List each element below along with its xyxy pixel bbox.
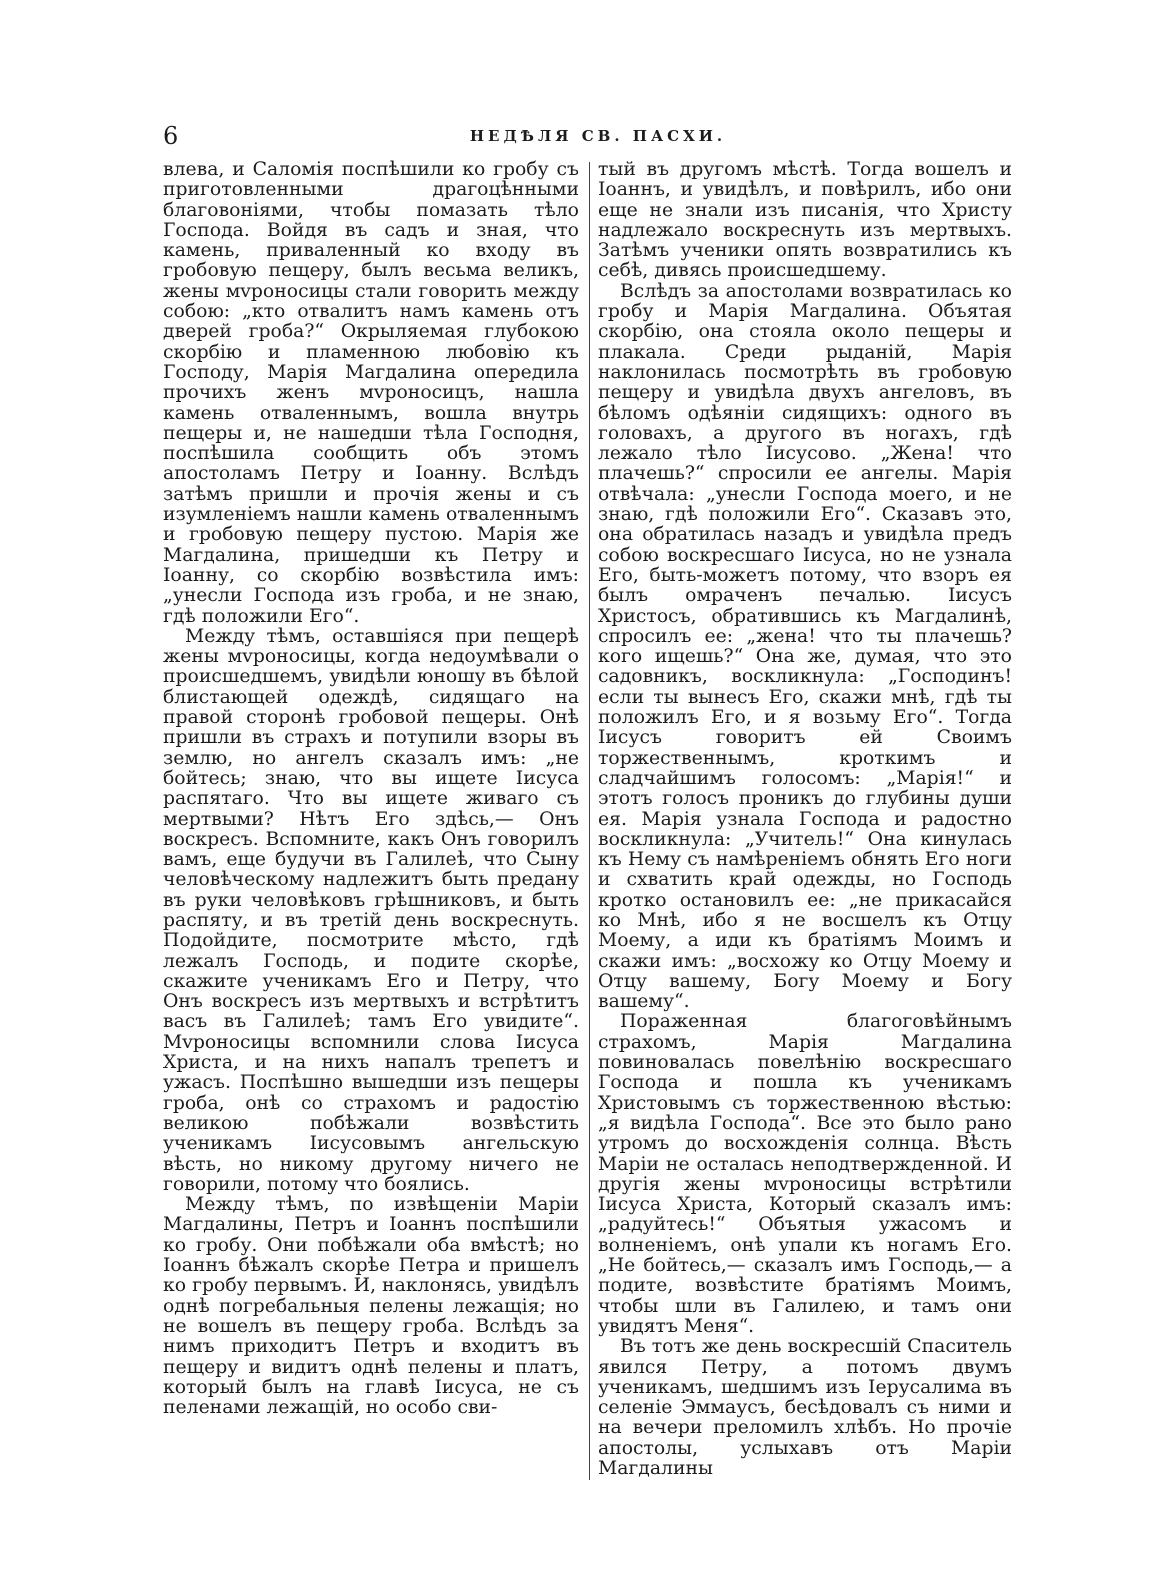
left-column xyxy=(163,160,579,1418)
page-header xyxy=(163,118,1033,154)
page-number: 6 xyxy=(163,122,179,150)
paragraph: влева, и Саломія поспѣшили ко гробу съ приготовленными драгоцѣнными благовоніями, чтобы помазать тѣло Господа. Войдя въ садъ и зная, что камень, приваленный ко входу въ гробовую пещеру, былъ весьма великъ, жены мvроносицы стали говорить между собою: „кто отвалитъ намъ камень отъ дверей гроба?“ Окрыляемая глубокою скорбію и пламенною любовію къ Господу, Марія Магдалина опередила прочихъ женъ мvроносицъ, нашла камень отваленнымъ, вошла внутрь пещеры и, не нашедши тѣла Господня, поспѣшила сообщить объ этомъ апостоламъ Петру и Іоанну. Вслѣдъ затѣмъ пришли и прочія жены и съ изумленіемъ нашли камень отваленнымъ и гробовую пещеру пустою. Марія же Магдалина, пришедши къ Петру и Іоанну, со скорбію возвѣстила имъ: „унесли Господа изъ гроба, и не знаю, гдѣ положили Его“. xyxy=(163,159,579,627)
paragraph: Пораженная благоговѣйнымъ страхомъ, Марія Магдалина повиновалась повелѣнію воскресшаго Господа и пошла къ ученикамъ Христовымъ съ торжественною вѣстью: „я видѣла Господа“. Все это было рано утромъ до восхожденія солнца. Вѣсть Маріи не осталась неподтвержденной. И другія жены мvроносицы встрѣтили Іисуса Христа, Который сказалъ имъ: „радуйтесь!“ Объятыя ужасомъ и волненіемъ, онѣ упали къ ногамъ Его. „Не бойтесь,— сказалъ имъ Господь,— а подите, возвѣстите братіямъ Моимъ, чтобы шли въ Галилею, и тамъ они увидятъ Меня“. xyxy=(598,1011,1012,1337)
paragraph: Вслѣдъ за апостолами возвратилась ко гробу и Марія Магдалина. Объятая скорбію, она стояла около пещеры и плакала. Среди рыданій, Марія наклонилась посмотрѣть въ гробовую пещеру и увидѣла двухъ ангеловъ, въ бѣломъ одѣяніи сидящихъ: одного въ головахъ, а другого въ ногахъ, гдѣ лежало тѣло Іисусово. „Жена! что плачешь?“ спросили ее ангелы. Марія отвѣчала: „унесли Господа моего, и не знаю, гдѣ положили Его“. Сказавъ это, она обратилась назадъ и увидѣла предъ собою воскресшаго Іисуса, но не узнала Его, быть-можетъ потому, что взоръ ея былъ омраченъ печалью. Іисусъ Христосъ, обратившись къ Магдалинѣ, спросилъ ее: „жена! что ты плачешь? кого ищешь?“ Она же, думая, что это садовникъ, воскликнула: „Господинъ! если ты вынесъ Его, скажи мнѣ, гдѣ ты положилъ Его, и я возьму Его“. Тогда Іисусъ говоритъ ей Своимъ торжественнымъ, кроткимъ и сладчайшимъ голосомъ: „Марія!“ и этотъ голосъ проникъ до глубины души ея. Марія узнала Господа и радостно воскликнула: „Учитель!“ Она кинулась къ Нему съ намѣреніемъ обнять Его ноги и схватить край одежды, но Господь кротко остановилъ ее: „не прикасайся ко Мнѣ, ибо я не восшелъ къ Отцу Моему, а иди къ братіямъ Моимъ и скажи имъ: „восхожу ко Отцу Моему и Отцу вашему, Богу Моему и Богу вашему“. xyxy=(598,280,1012,1013)
paragraph: Между тѣмъ, оставшіяся при пещерѣ жены мvроносицы, когда недоумѣвали о происшедшемъ, увидѣли юношу въ бѣлой блистающей одеждѣ, сидящаго на правой сторонѣ гробовой пещеры. Онѣ пришли въ страхъ и потупили взоры въ землю, но ангелъ сказалъ имъ: „не бойтесь; знаю, что вы ищете Іисуса распятаго. Что вы ищете живаго съ мертвыми? Нѣтъ Его здѣсь,— Онъ воскресъ. Вспомните, какъ Онъ говорилъ вамъ, еще будучи въ Галилеѣ, что Сыну человѣческому надлежитъ быть предану въ руки человѣковъ грѣшниковъ, и быть распяту, и въ третій день воскреснуть. Подойдите, посмотрите мѣсто, гдѣ лежалъ Господь, и подите скорѣе, скажите ученикамъ Его и Петру, что Онъ воскресъ изъ мертвыхъ и встрѣтитъ васъ въ Галилеѣ; тамъ Его увидите“. Мvроносицы вспомнили слова Іисуса Христа, и на нихъ напалъ трепетъ и ужасъ. Поспѣшно вышедши изъ пещеры гроба, онѣ со страхомъ и радостію великою побѣжали возвѣстить ученикамъ Іисусовымъ ангельскую вѣсть, но никому другому ничего не говорили, потому что боялись. xyxy=(163,625,579,1195)
column-divider xyxy=(589,162,590,1480)
paragraph: Между тѣмъ, по извѣщеніи Маріи Магдалины, Петръ и Іоаннъ поспѣшили ко гробу. Они побѣжали оба вмѣстѣ; но Іоаннъ бѣжалъ скорѣе Петра и пришелъ ко гробу первымъ. И, наклонясь, увидѣлъ однѣ погребальныя пелены лежащія; но не вошелъ въ пещеру гроба. Вслѣдъ за нимъ приходитъ Петръ и входитъ въ пещеру и видитъ однѣ пелены и платъ, который былъ на главѣ Іисуса, не съ пеленами лежащій, но особо сви- xyxy=(163,1194,579,1419)
running-title: НЕДѢЛЯ СВ. ПАСХИ. xyxy=(469,127,727,145)
right-column xyxy=(598,160,1012,1479)
paragraph: Въ тотъ же день воскресшій Спаситель явился Петру, а потомъ двумъ ученикамъ, шедшимъ изъ Іерусалима въ селеніе Эммаусъ, бесѣдовалъ съ ними и на вечери преломилъ хлѣбъ. Но прочіе апостолы, услыхавъ отъ Маріи Магдалины xyxy=(598,1336,1013,1479)
paragraph: тый въ другомъ мѣстѣ. Тогда вошелъ и Іоаннъ, и увидѣлъ, и повѣрилъ, ибо они еще не знали изъ писанія, что Христу надлежало воскреснуть изъ мертвыхъ. Затѣмъ ученики опять возвратились къ себѣ, дивясь происшедшему. xyxy=(598,159,1012,282)
